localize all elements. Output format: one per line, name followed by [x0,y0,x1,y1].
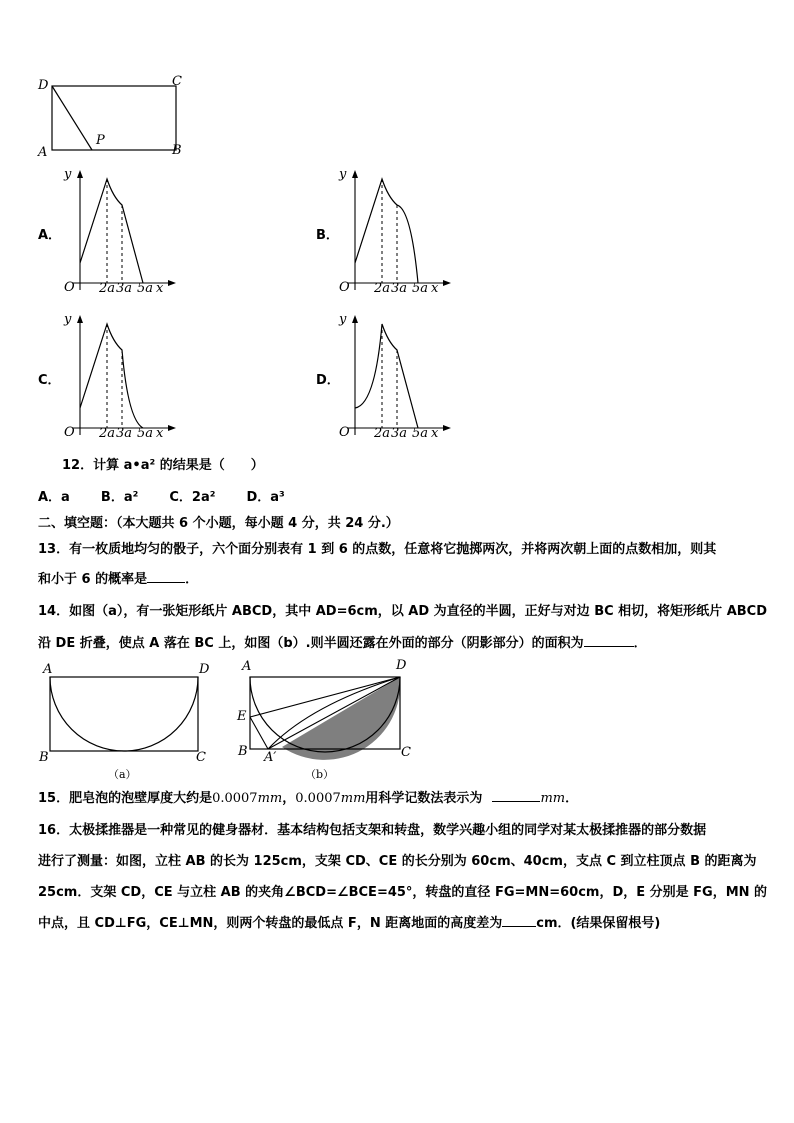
q16-line2: 进行了测量：如图，立柱 AB 的长为 125cm，支架 CD、CE 的长分别为 60cm、40cm，支点 C 到立柱顶点 B 的距离为 [38,854,757,869]
label-C: C [196,750,206,765]
x-label: x [431,281,439,296]
tick-3a: 3a [391,426,408,441]
x-label: x [156,426,164,441]
tick-5a: 5a [137,281,154,296]
option-A-letter: A． [38,228,62,243]
q14-line2: 沿 DE 折叠，使点 A 落在 BC 上，如图（b）.则半圆还露在外面的部分（阴影部分）的面积为 ． [38,636,647,651]
graph-option-D [335,310,455,445]
tick-2a: 2a [99,426,116,441]
y-label: y [339,312,347,327]
option-B-letter: B． [316,228,339,243]
q13-line1: 13．有一枚质地均匀的骰子，六个面分别表有 1 到 6 的点数，任意将它抛掷两次，并将两次朝上面的点数相加，则其 [38,542,717,557]
q12-text: 12．计算 a•a² 的结果是（ ） [62,458,264,473]
caption-b: （b） [305,768,335,781]
tick-3a: 3a [116,281,133,296]
tick-3a: 3a [116,426,133,441]
q14-answer-blank[interactable] [584,646,634,647]
label-C: C [172,74,182,89]
y-label: y [339,167,347,182]
origin-label: O [339,280,350,295]
option-D-letter: D． [316,373,340,388]
label-C: C [401,745,411,760]
x-label: x [156,281,164,296]
q12-options [38,488,285,508]
graph-option-A [60,165,180,300]
label-D: D [199,662,210,677]
tick-2a: 2a [374,281,391,296]
x-label: x [431,426,439,441]
label-B: B [238,744,248,759]
section-heading: 二、填空题：（本大题共 6 个小题，每小题 4 分，共 24 分.） [38,516,399,531]
y-label: y [64,312,72,327]
figure-a [40,665,210,760]
label-B: B [39,750,49,765]
label-D: D [396,658,407,673]
tick-3a: 3a [391,281,408,296]
tick-2a: 2a [99,281,116,296]
q16-line4: 中点，且 CD⊥FG，CE⊥MN，则两个转盘的最低点 F，N 距离地面的高度差为 cm．(结果保留根号) [38,916,661,931]
graph-option-C [60,310,180,445]
q12-option-a: A．a [38,490,70,505]
graph-option-B [335,165,455,300]
label-E: E [237,709,247,724]
tick-5a: 5a [412,426,429,441]
label-P: P [96,133,105,148]
tick-5a: 5a [412,281,429,296]
q16-line3: 25cm．支架 CD，CE 与立柱 AB 的夹角∠BCD=∠BCE=45°，转盘的直径 FG=MN=60cm，D，E 分别是 FG，MN 的 [38,885,768,900]
label-A-prime: A′ [264,750,277,765]
option-C-letter: C． [38,373,61,388]
label-A: A [38,145,48,160]
q13-answer-blank[interactable] [147,582,185,583]
q14-line1: 14．如图（a），有一张矩形纸片 ABCD，其中 AD=6cm，以 AD 为直径的半圆，正好与对边 BC 相切，将矩形纸片 ABCD [38,604,767,619]
label-A: A [242,659,252,674]
origin-label: O [64,280,75,295]
y-label: y [64,167,72,182]
origin-label: O [64,425,75,440]
label-A: A [43,662,53,677]
q13-line2: 和小于 6 的概率是 ． [38,572,199,587]
label-D: D [38,78,49,93]
q16-line1: 16．太极揉推器是一种常见的健身器材．基本结构包括支架和转盘，数学兴趣小组的同学对某太极揉推器的部分数据 [38,823,707,838]
q12-option-d: D．a³ [246,490,285,505]
q12-option-b: B．a² [100,490,139,505]
q15-answer-blank[interactable] [492,801,540,802]
q15-text: 15．肥皂泡的泡壁厚度大约是0.0007mm，0.0007mm用科学记数法表示为 mm． [38,791,579,806]
origin-label: O [339,425,350,440]
caption-a: （a） [108,768,137,781]
tick-2a: 2a [374,426,391,441]
figure-b [240,665,415,760]
q12-option-c: C．2a² [169,490,216,505]
tick-5a: 5a [137,426,154,441]
label-B: B [172,143,182,158]
q16-answer-blank[interactable] [502,926,536,927]
